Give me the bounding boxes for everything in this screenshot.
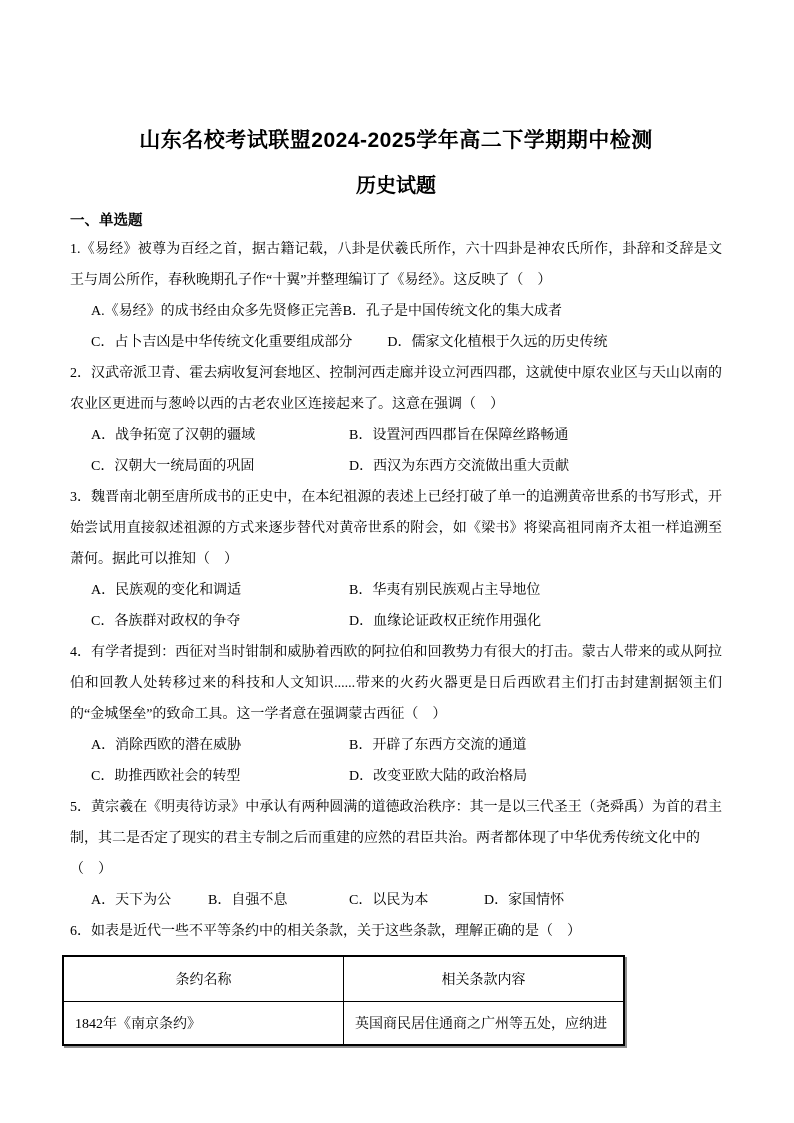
exam-subtitle: 历史试题 bbox=[356, 175, 436, 197]
question-3-options-row-ab bbox=[70, 575, 722, 606]
treaty-table-header-content: 相关条款内容 bbox=[344, 956, 625, 1002]
question-3-option-a: A．民族观的变化和调适 bbox=[91, 583, 242, 598]
question-4-stem: 4．有学者提到：西征对当时钳制和威胁着西欧的阿拉伯和回教势力有很大的打击。蒙古人带来的或从阿拉伯和回教人处转移过来的科技和人文知识......带来的火药火器更是日后西欧君主们打击封建割据领主们的“金城堡垒”的致命工具。这一学者意在强调蒙古西征（ ） bbox=[70, 645, 722, 722]
section-heading: 一、单选题 bbox=[70, 213, 143, 229]
treaty-table-header-row bbox=[63, 956, 624, 1002]
question-1-option-c: C．占卜吉凶是中华传统文化重要组成部分 bbox=[91, 335, 353, 350]
question-2 bbox=[70, 358, 722, 482]
question-1-option-a: A.《易经》的成书经由众多先贤修正完善 bbox=[91, 304, 343, 319]
question-5-stem-tail: （ ） bbox=[70, 862, 112, 877]
question-4-option-b: B．开辟了东西方交流的通道 bbox=[349, 738, 527, 753]
question-1-stem: 1.《易经》被尊为百经之首，据古籍记载，八卦是伏羲氏所作，六十四卦是神农氏所作，卦辞和爻辞是文王与周公所作，春秋晚期孔子作“十翼”并整理编订了《易经》。这反映了（ ） bbox=[70, 242, 722, 288]
question-4-options-row-ab bbox=[70, 730, 722, 761]
question-2-option-d: D．西汉为东西方交流做出重大贡献 bbox=[349, 459, 570, 474]
treaty-table bbox=[62, 955, 625, 1046]
question-3-option-b: B．华夷有别民族观占主导地位 bbox=[349, 583, 541, 598]
question-6 bbox=[70, 916, 722, 1046]
question-3-option-c: C．各族群对政权的争夺 bbox=[91, 614, 241, 629]
question-1-options-row-cd bbox=[70, 327, 722, 358]
question-1-option-b: B．孔子是中国传统文化的集大成者 bbox=[342, 304, 562, 319]
question-4-options-row-cd bbox=[70, 761, 722, 792]
question-2-option-b: B．设置河西四郡旨在保障丝路畅通 bbox=[349, 428, 569, 443]
treaty-name-cell: 1842年《南京条约》 bbox=[63, 1002, 344, 1046]
question-5-option-a: A．天下为公 bbox=[91, 893, 172, 908]
treaty-table-row bbox=[63, 1002, 624, 1046]
question-4 bbox=[70, 637, 722, 792]
question-4-option-c: C．助推西欧社会的转型 bbox=[91, 769, 241, 784]
question-3-stem: 3．魏晋南北朝至唐所成书的正史中，在本纪祖源的表述上已经打破了单一的追溯黄帝世系的书写形式，开始尝试用直接叙述祖源的方式来逐步替代对黄帝世系的附会，如《梁书》将梁高祖同南齐太祖一样追溯至萧何。据此可以推知（ ） bbox=[70, 490, 722, 567]
question-1-option-d: D．儒家文化植根于久远的历史传统 bbox=[387, 335, 608, 350]
question-2-option-a: A．战争拓宽了汉朝的疆域 bbox=[91, 428, 256, 443]
treaty-content-cell: 英国商民居住通商之广州等五处，应纳进 bbox=[344, 1002, 625, 1046]
question-5-option-b: B．自强不息 bbox=[208, 893, 288, 908]
question-2-stem: 2．汉武帝派卫青、霍去病收复河套地区、控制河西走廊并设立河西四郡，这就使中原农业区与天山以南的农业区更进而与葱岭以西的古老农业区连接起来了。这意在强调（ ） bbox=[70, 366, 722, 412]
question-5-options-row bbox=[70, 885, 722, 916]
question-6-stem: 6．如表是近代一些不平等条约中的相关条款，关于这些条款，理解正确的是（ ） bbox=[70, 924, 581, 939]
question-3-option-d: D．血缘论证政权正统作用强化 bbox=[349, 614, 542, 629]
question-2-options-row-cd bbox=[70, 451, 722, 482]
question-3-options-row-cd bbox=[70, 606, 722, 637]
question-2-option-c: C．汉朝大一统局面的巩固 bbox=[91, 459, 255, 474]
question-1-options-row-ab bbox=[70, 296, 722, 327]
question-5-option-d: D．家国情怀 bbox=[484, 893, 565, 908]
question-5-option-c: C．以民为本 bbox=[349, 893, 429, 908]
exam-title: 山东名校考试联盟2024-2025学年高二下学期期中检测 bbox=[139, 129, 653, 152]
question-5-stem: 5．黄宗羲在《明夷待访录》中承认有两种圆满的道德政治秩序：其一是以三代圣王（尧舜禹）为首的君主制，其二是否定了现实的君主专制之后而重建的应然的君臣共治。两者都体现了中华优秀传统文化中的 bbox=[70, 800, 722, 846]
question-2-options-row-ab bbox=[70, 420, 722, 451]
question-3 bbox=[70, 482, 722, 637]
question-1 bbox=[70, 234, 722, 358]
question-4-option-d: D．改变亚欧大陆的政治格局 bbox=[349, 769, 528, 784]
question-4-option-a: A．消除西欧的潜在威胁 bbox=[91, 738, 242, 753]
question-5 bbox=[70, 792, 722, 916]
treaty-table-header-name: 条约名称 bbox=[63, 956, 344, 1002]
